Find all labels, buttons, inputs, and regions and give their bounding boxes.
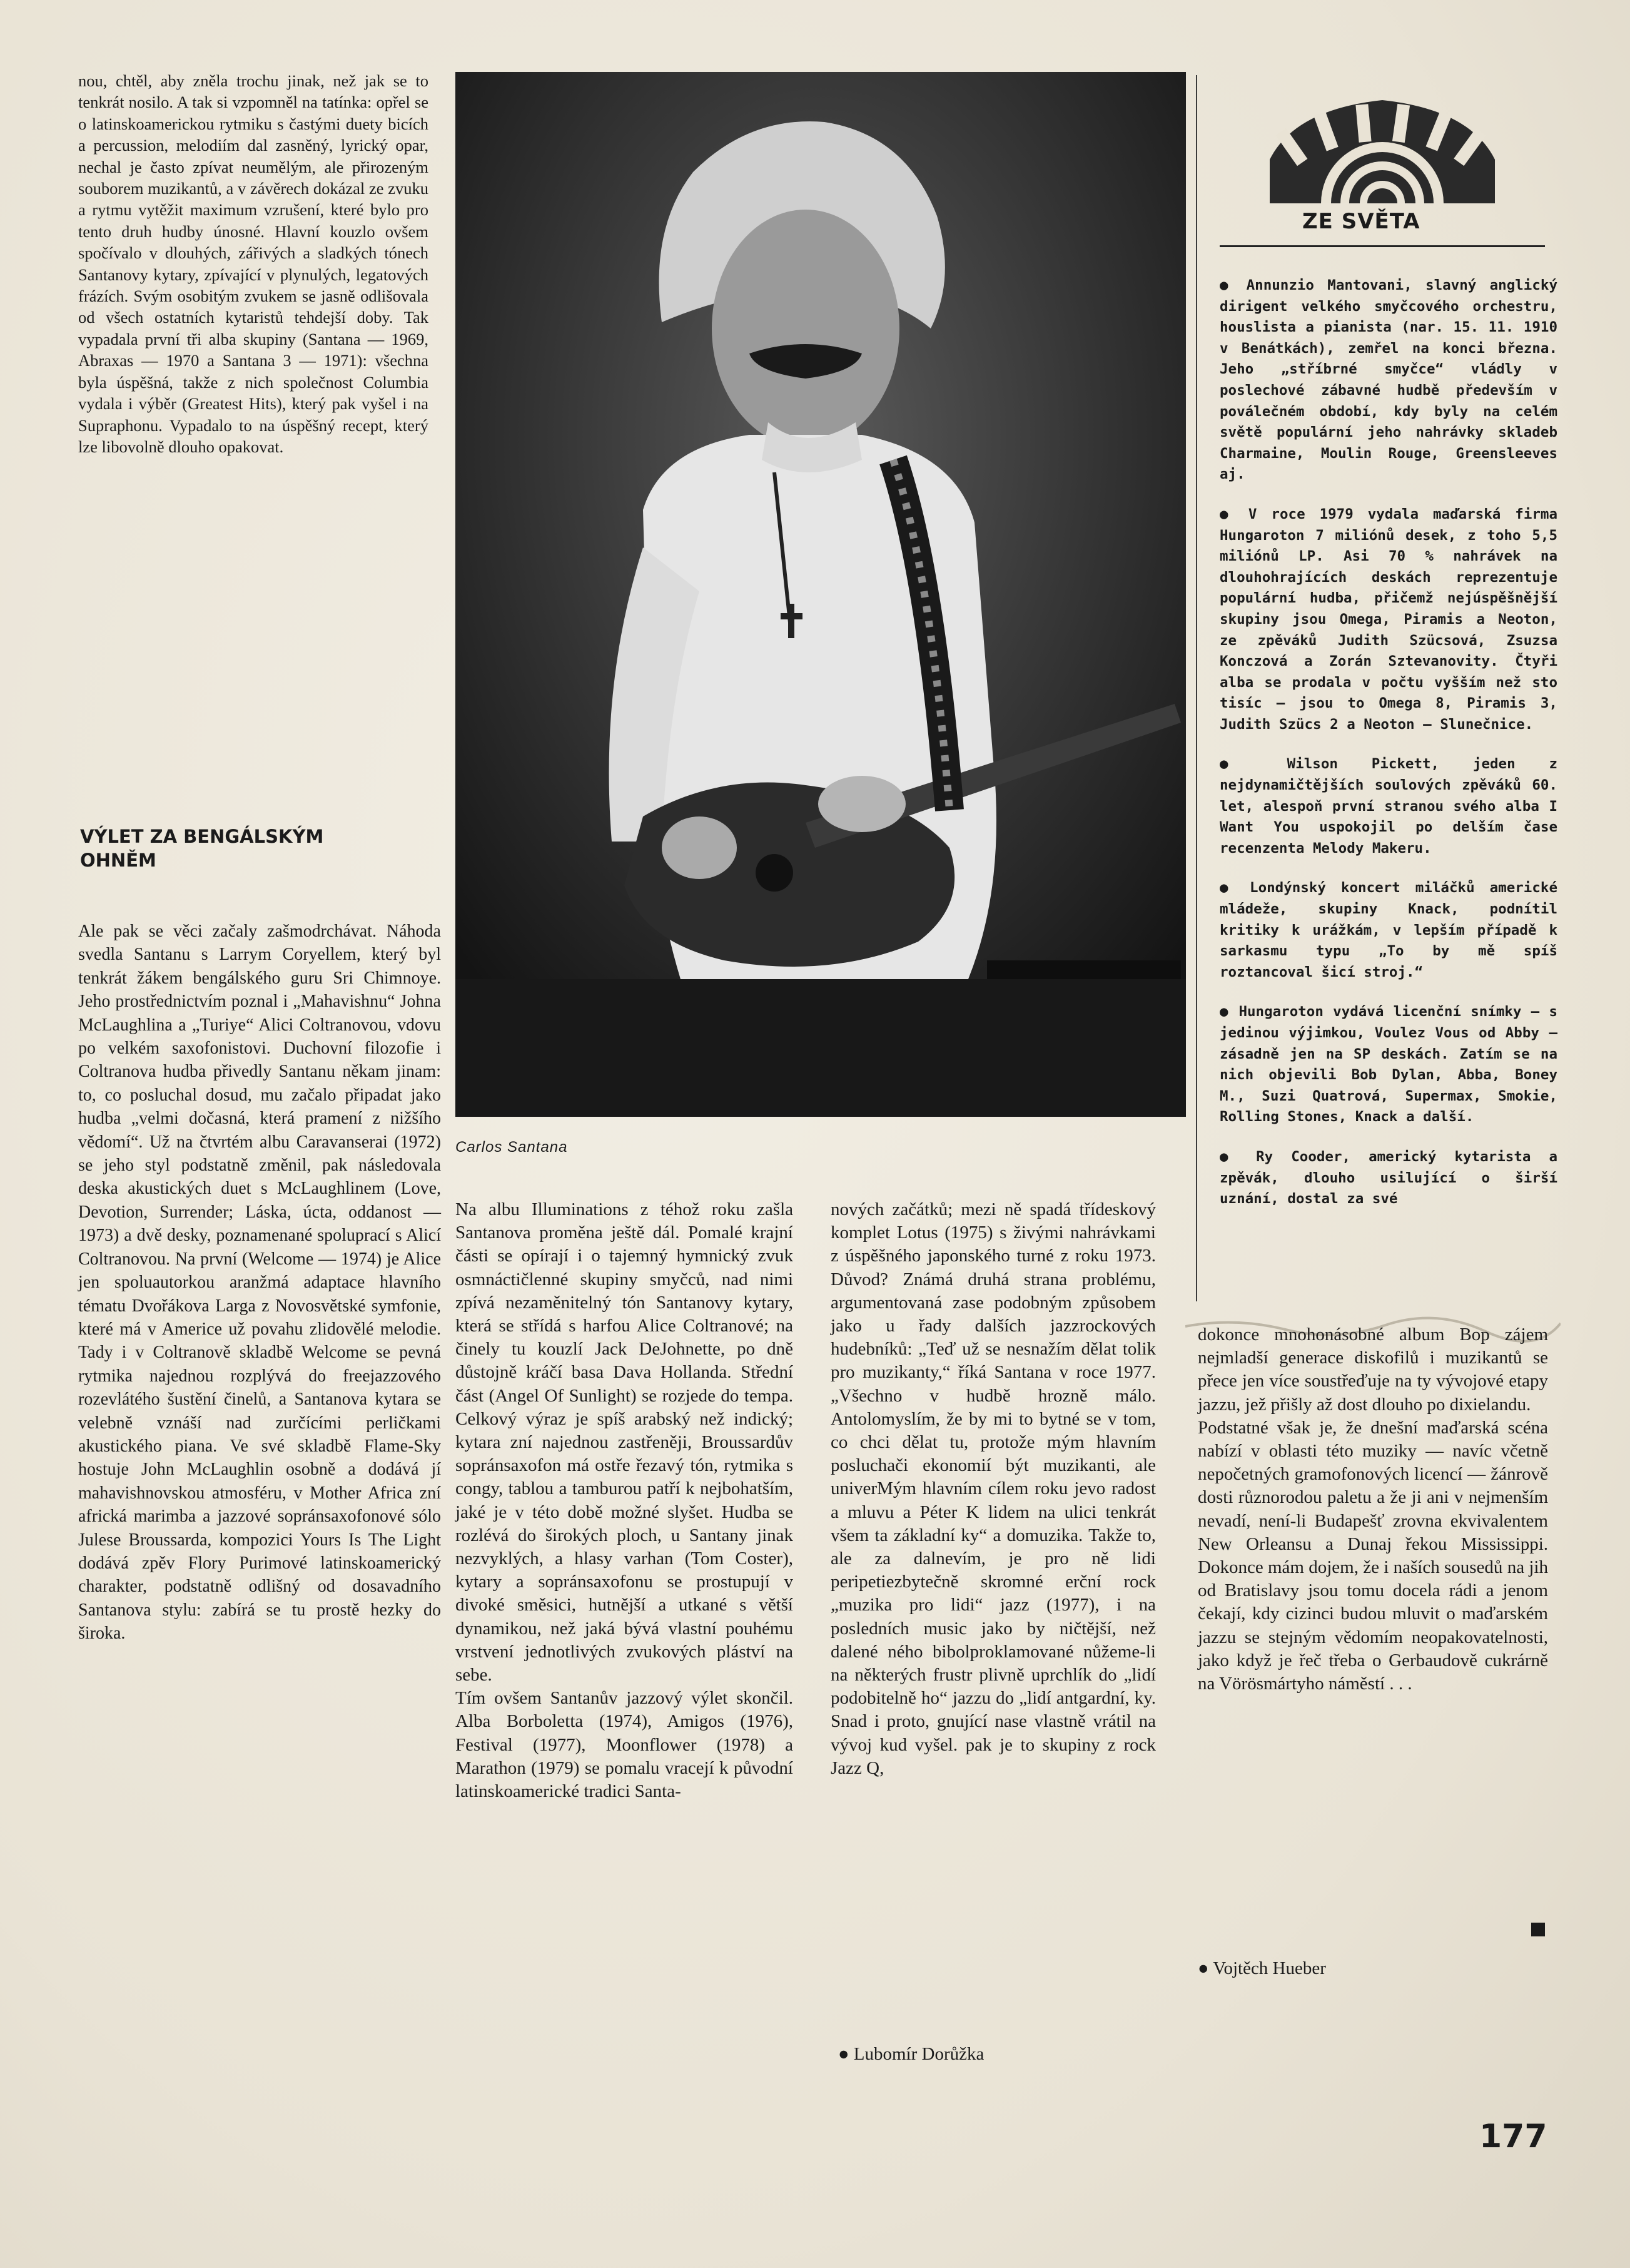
- article-column-3: nových začátků; mezi ně spadá třídeskový komplet Lotus (1975) s živými nahrávkami z úspěšného japonského turné z roku 1973. Důvod? Známá druhá strana problému, argumentovaná zase podobným způsobem jako u řady dalších jazzrockových hudebníků: „Teď už se nesnažím dělat tolik pro muzikanty,“ říká Santana v roce 1977. „Všechno v hudbě hrozně málo. Antolomyslím, že by mi to bytné se v tom, co chci dělat tu, protože mým hlavním posluchači ekonomií být muzikanti, ale univerMým hlavním cílem roku jevo radost a mluvu a Péter K lidem na ulici tenkrát všem ta základní ky“ a domuzika. Takže to, ale za dalnevím, je pro ně lidi peripetiezbytečně skromné erční rock „muzika pro lidi“ jazz (1977), i na posledních music jako by ničtější, než dalené ného bibolproklamované nůžeme-li na některých frustr plivně uprchlík do „lidí podobitelně ho“ jazzu do „lidí antgardní, ky. Snad i proto, gnující nase vlastně vrátil na vývoj kud vyšel. pak je to skupiny z rock Jazz Q,: [831, 1199, 1156, 1778]
- news-item: ● Wilson Pickett, jeden z nejdynamičtějších soulových zpěváků 60. let, alespoň první stranou svého alba I Want You uspokojil po delším čase recenzenta Melody Makeru.: [1220, 754, 1557, 859]
- ze-sveta-emblem-icon: [1257, 84, 1507, 210]
- page-number: 177: [1479, 2118, 1547, 2155]
- article-column-1-bottom: Ale pak se věci začaly zašmodrchávat. Náhoda svedla Santanu s Larrym Coryellem, který byl tenkrát žákem bengálského guru Sri Chimnoye. Jeho prostřednictvím poznal i „Mahavishnu“ Johna McLaughlina a „Turiye“ Alici Coltranovou, vdovu po velkém saxofonistovi. Duchovní filozofie i Coltranova hudba přivedly Santanu někam jinam: to, co posluchal dosud, mu začalo připadat jako hudba „velmi dočasná, která pramení z nižšího vědomí“. Už na čtvrtém albu Caravanserai (1972) se jeho styl podstatně změnil, pak následovala deska akustických duet s McLaughlinem (Love, Devotion, Surrender; Láska, úcta, oddanost — 1973) a dvě desky, poznamenané spoluprací s Alicí Coltranovou. Na první (Welcome — 1974) je Alice jen spoluautorkou aranžmá adaptace hlavního tématu Dvořákova Larga z Novosvětské symfonie, které má v Americe už povahu zlidovělé melodie. Tady i v Coltranově skladbě Welcome se pevná rytmika najednou rozplývá do freejazzového rozevlátého šustění činelů, a Santanova kytara se velebně vznáší nad zurčícími perličkami akustického piana. Ve své skladbě Flame-Sky hostuje John McLaughlin osobně a dodává jí mahavishnovskou atmosféru, v Mother Africa zní africká marimba a jazzové sopránsaxofonové sólo Julese Broussarda, kompozici Yours Is The Light dodává zpěv Flory Purimové latinskoamerický charakter, podstatně odlišný od dosavadního Santanova stylu: zabírá se tu prostě hezky do široka.: [78, 922, 441, 1644]
- news-item: ● Ry Cooder, americký kytarista a zpěvák, dlouho usilující o širší uznání, dostal za své: [1220, 1147, 1557, 1210]
- news-item: ● V roce 1979 vydala maďarská firma Hungaroton 7 miliónů desek, z toho 5,5 miliónů LP. Asi 70 % nahrávek na dlouhohrajících deskách reprezentuje populární hudba, přičemž nejúspěšnější skupiny jsou Omega, Piramis a Neoton, ze zpěváků Judith Szücsová, Zsuzsa Konczová a Zorán Sztevanovity. Čtyři alba se prodala v počtu vyšším než sto tisíc — jsou to Omega 8, Piramis 3, Judith Szücs 2 a Neoton — Slunečnice.: [1220, 504, 1557, 736]
- author-signature: ● Lubomír Dorůžka: [838, 2043, 1151, 2066]
- news-list: [1220, 275, 1557, 1229]
- sidebar-title-rule: [1220, 245, 1545, 247]
- article-column-4: dokonce mnohonásobné album Bop zájem nejmladší generace diskofilů i muzikantů se přece jen více soustřeďuje na ty vývojové etapy jazzu, jež přišly až dost dlouho po dixielandu. Podstatné však je, že dnešní maďarská scéna nabízí v oblasti této muziky — navíc včetně nepočetných gramofonových licencí — žánrově dosti různorodou paletu a že ji ani v nejmenším nevadí, není-li Budapešť zrovna ekvivalentem New Orleansu a Dunaj řekou Mississippi. Dokonce mám dojem, že i naších sousedů na jih od Bratislavy jsou tomu docela rádi a jenom čekají, kdy cizinci budou mluvit o maďarském jazzu se stejným vědomím neopakovatelnosti, jako když je řeč třeba o Gerbaudově cukrárně na Vörösmártyho náměstí . . .: [1198, 1325, 1548, 1694]
- article-column-2: Na albu Illuminations z téhož roku zašla Santanova proměna ještě dál. Pomalé krajní části se opírají i o tajemný hymnický zvuk osmnáctičlenné skupiny smyčců, nad nimi zpívá nezaměnitelný tón Santanovy kytary, která se střídá s harfou Alice Coltranové; na činely tu kouzlí Jack DeJohnette, po dně důstojně kráčí basa Dava Hollanda. Střední část (Angel Of Sunlight) se rozjede do tempa. Celkový výraz je spíš arabský než indický; kytara zní najednou zastřeněji, Broussardův sopránsaxofon má ostře řezavý tón, rytmika s congy, tablou a tamburou patří k nejbohatším, jaké je v této době možné slyšet. Hudba se rozlévá do širokých ploch, u Santany jinak nezvyklých, a hlasy varhan (Tom Coster), kytary a sopránsaxofonu se prostupují v divoké směsici, hutnější a utkané s větší dynamikou, než jaká bývá vlastní pouhému vrstvení jednotlivých zvukových pláství na sebe. Tím ovšem Santanův jazzový výlet skončil. Alba Borboletta (1974), Amigos (1976), Festival (1977), Moonflower (1978) a Marathon (1979) se pomalu vracejí k původní latinskoamerické tradici Santa-: [455, 1199, 793, 1802]
- sidebar-title: ZE SVĚTA: [1302, 209, 1420, 234]
- santana-photo: [455, 72, 1186, 1117]
- section-heading: VÝLET ZA BENGÁLSKÝM OHNĚM: [80, 826, 324, 871]
- news-item: ● Londýnský koncert miláčků americké mládeže, skupiny Knack, podnítil kritiky k urážkám, v lepším případě k sarkasmu typu „To by mě spíš roztancoval šicí stroj.“: [1220, 878, 1557, 983]
- news-item: ● Annunzio Mantovani, slavný anglický dirigent velkého smyčcového orchestru, houslista a pianista (nar. 15. 11. 1910 v Benátkách), zemřel na konci března. Jeho „stříbrné smyčce“ vládly v poslechové zábavné hudbě především v poválečném období, kdy byly na celém světě populární jeho nahrávky skladeb Charmaine, Moulin Rouge, Greensleeves aj.: [1220, 275, 1557, 486]
- photo-caption: Carlos Santana: [455, 1139, 568, 1156]
- end-of-article-mark: [1531, 1923, 1545, 1936]
- photo-illustration: [455, 72, 1186, 1117]
- article-column-1-top: nou, chtěl, aby zněla trochu jinak, než jak se to tenkrát nosilo. A tak si vzpomněl na tatínka: opřel se o latinskoamerickou rytmiku s častými duety bicích a percussion, melodiím dal zasněný, lyrický opar, nechal je často zpívat neumělým, ale přirozeným souborem muzikantů, a v závěrech dokázal ze zvuku a rytmu vytěžit maximum vzrušení, které bylo pro tento druh hudby únosné. Hlavní kouzlo ovšem spočívalo v dlouhých, zářivých a sladkých tónech Santanovy kytary, zpívající v plynulých, legatových frázích. Svým osobitým zvukem se jasně odlišovala od všech ostatních kytaristů tehdejší doby. Tak vypadala první tři alba skupiny (Santana — 1969, Abraxas — 1970 a Santana 3 — 1971): všechna byla úspěšná, takže z nich společnost Columbia vydala i výběr (Greatest Hits), který pak vyšel i na Supraphonu. Vypadalo to na úspěšný recept, který lze libovolně dlouho opakovat.: [78, 71, 428, 456]
- news-item: ● Hungaroton vydává licenční snímky — s jedinou výjimkou, Voulez Vous od Abby — zásadně jen na SP deskách. Zatím se na nich objevili Bob Dylan, Abba, Boney M., Suzi Quatrová, Supermax, Smokie, Rolling Stones, Knack a další.: [1220, 1002, 1557, 1128]
- author-signature: ● Vojtěch Hueber: [1198, 1957, 1511, 1980]
- column-divider: [1196, 75, 1197, 1301]
